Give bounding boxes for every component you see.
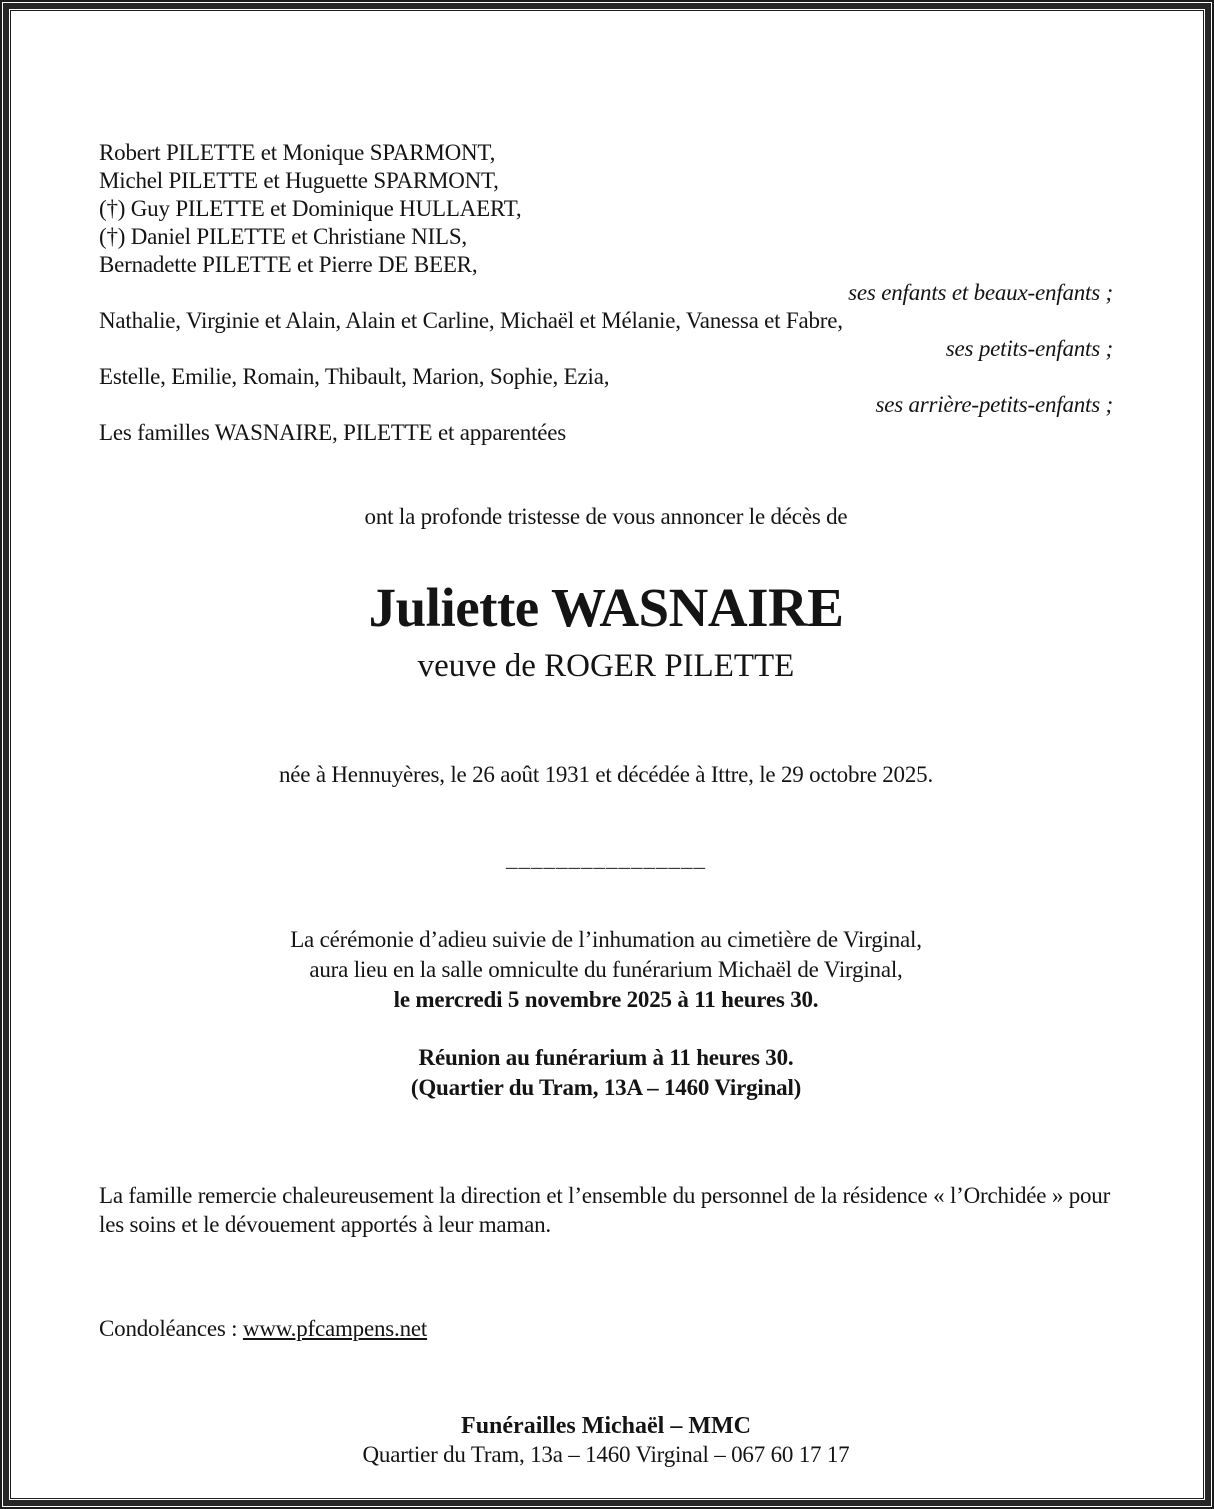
children-line: (†) Guy PILETTE et Dominique HULLAERT, (99, 196, 522, 221)
life-dates: née à Hennuyères, le 26 août 1931 et décédée à Ittre, le 29 octobre 2025. (278, 762, 934, 787)
condolences-line (99, 1315, 1113, 1343)
ceremony-block (99, 925, 1113, 1015)
grandchildren-relation-label: ses petits-enfants ; (945, 336, 1113, 361)
children-line: Bernadette PILETTE et Pierre DE BEER, (99, 252, 478, 277)
children-line: (†) Daniel PILETTE et Christiane NILS, (99, 224, 467, 249)
ceremony-line-1: La cérémonie d’adieu suivie de l’inhumation au cimetière de Virginal, (290, 927, 922, 952)
grandchildren-line: Nathalie, Virginie et Alain, Alain et Carline, Michaël et Mélanie, Vanessa et Fabre, (99, 308, 843, 333)
great-grandchildren-relation-label: ses arrière-petits-enfants ; (875, 392, 1113, 417)
meeting-line: Réunion au funérarium à 11 heures 30. (418, 1045, 794, 1070)
meeting-address-line: (Quartier du Tram, 13A – 1460 Virginal) (410, 1075, 802, 1100)
funeral-home-footer (99, 1411, 1113, 1469)
card-content (10, 10, 1204, 1499)
funeral-home-name: Funérailles Michaël – MMC (461, 1413, 751, 1439)
ceremony-line-2: aura lieu en la salle omniculte du funérarium Michaël de Virginal, (309, 957, 903, 982)
children-line: Robert PILETTE et Monique SPARMONT, (99, 140, 496, 165)
family-names-block (99, 139, 1113, 447)
meeting-block (99, 1043, 1113, 1103)
children-line: Michel PILETTE et Huguette SPARMONT, (99, 168, 499, 193)
condolences-label: Condoléances : (99, 1316, 243, 1341)
announcement-intro: ont la profonde tristesse de vous annoncer le décès de (364, 504, 848, 529)
thanks-paragraph: La famille remercie chaleureusement la direction et l’ensemble du personnel de la résidence « l’Orchidée » pour les soins et le dévouement apportés à leur maman. (99, 1183, 1111, 1237)
deceased-subtitle: veuve de ROGER PILETTE (417, 648, 795, 684)
divider-line: ________________ (506, 846, 706, 871)
great-grandchildren-line: Estelle, Emilie, Romain, Thibault, Marion, Sophie, Ezia, (99, 364, 610, 389)
ceremony-date-line: le mercredi 5 novembre 2025 à 11 heures 30. (393, 987, 819, 1012)
families-line: Les familles WASNAIRE, PILETTE et apparentées (99, 420, 567, 445)
card-border (3, 3, 1211, 1506)
funeral-home-address: Quartier du Tram, 13a – 1460 Virginal – 067 60 17 17 (362, 1442, 850, 1467)
condolences-link[interactable]: www.pfcampens.net (242, 1316, 428, 1341)
deceased-name: Juliette WASNAIRE (368, 577, 844, 638)
children-relation-label: ses enfants et beaux-enfants ; (848, 280, 1113, 305)
